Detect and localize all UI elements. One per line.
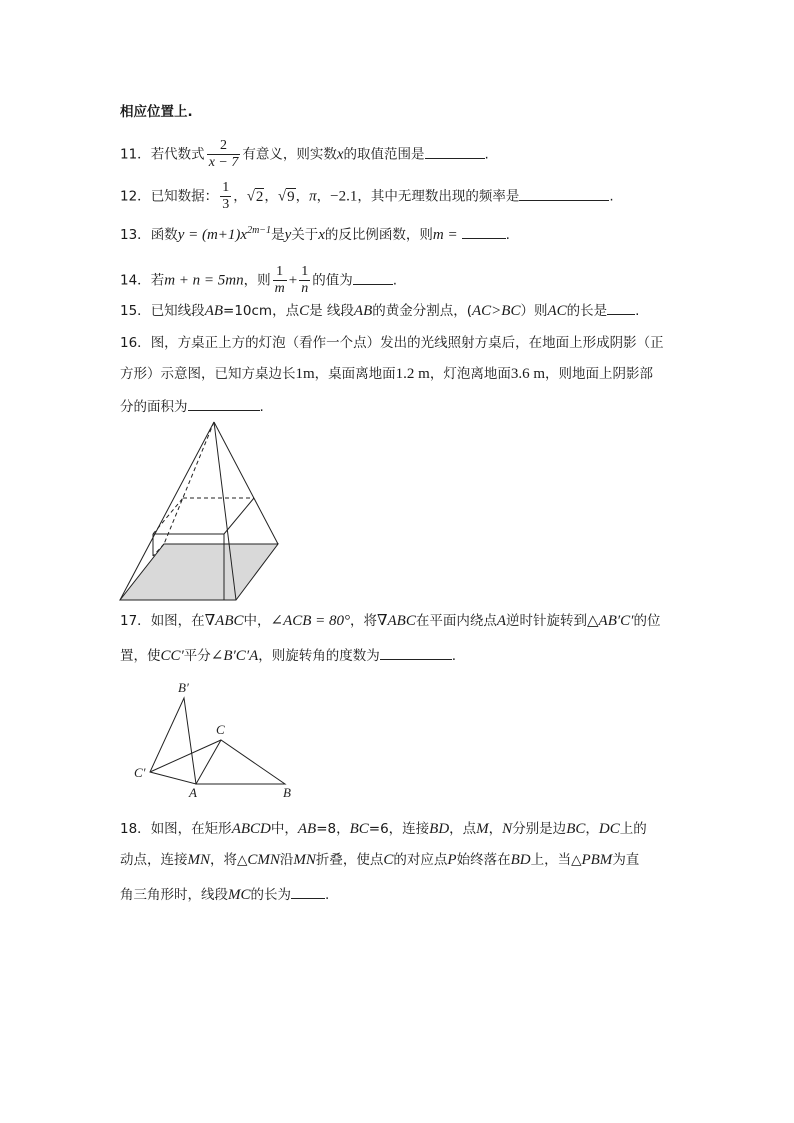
question-text: 动点，连接 <box>120 852 188 868</box>
question-text: =10cm，点 <box>223 303 300 319</box>
question-text: 的值为 <box>312 272 353 289</box>
question-number: 15． <box>120 303 151 319</box>
fraction-numerator: 1 <box>273 264 287 281</box>
segment-label: BC <box>349 821 369 837</box>
question-number: 16． <box>120 335 151 351</box>
question-text: 的黄金分割点，( <box>372 303 473 319</box>
answer-blank[interactable] <box>425 144 485 159</box>
segment-label: AB <box>297 821 317 837</box>
period: . <box>609 188 614 205</box>
label-c: C <box>216 722 225 737</box>
pyramid-figure <box>116 420 284 602</box>
question-number: 13． <box>120 227 151 243</box>
segment-label: AB <box>204 303 224 319</box>
function-expression <box>178 227 271 243</box>
triangle-label: CMN <box>247 852 280 868</box>
question-number: 11． <box>120 146 151 163</box>
segment-label: DC <box>598 821 620 837</box>
point-label: N <box>502 821 513 837</box>
question-text: ，则地面上阴影部 <box>545 366 654 382</box>
question-text: =8， <box>316 821 350 837</box>
question-text: 上的 <box>619 821 647 837</box>
comma: ， <box>264 188 278 205</box>
label-b: B <box>283 785 291 800</box>
segment-label: BD <box>510 852 531 868</box>
variable: m = <box>432 227 458 243</box>
answer-blank[interactable] <box>519 186 609 201</box>
exponent: 2m−1 <box>247 225 272 236</box>
angle-expression: ∠ACB = 80° <box>270 613 351 629</box>
variable: x <box>336 146 344 163</box>
question-text: 中， <box>243 613 271 629</box>
period: . <box>325 887 330 903</box>
triangle-abc <box>196 740 285 784</box>
segment-label: CC′ <box>160 648 184 664</box>
fraction-numerator: 1 <box>222 180 230 195</box>
fraction-denominator: 3 <box>222 197 230 212</box>
question-text: 是 线段 <box>309 303 354 319</box>
angle-expression: ∠B′C′A <box>210 648 259 664</box>
question-number: 14． <box>120 272 151 289</box>
question-text: 若代数式 <box>150 146 205 163</box>
square-root: √9 <box>277 188 295 205</box>
segment-label: MC <box>228 887 251 903</box>
question-16-line-3 <box>120 396 264 416</box>
fraction <box>299 264 310 297</box>
question-13 <box>120 222 510 244</box>
question-text: ，桌面离地面 <box>314 366 396 382</box>
label-a: A <box>189 785 197 800</box>
shape-label: ABCD <box>231 821 271 837</box>
question-text: ）则 <box>520 303 548 319</box>
label-c-prime: C′ <box>134 765 146 780</box>
square-root: √2 <box>246 188 264 205</box>
segment-label: BD <box>429 821 450 837</box>
question-text: 中， <box>270 821 298 837</box>
measurement: 1.2 m <box>395 366 430 382</box>
answer-blank[interactable] <box>380 645 452 660</box>
triangle-ab1c1 <box>150 698 196 784</box>
shadow-square <box>120 544 278 600</box>
fraction-denominator: m <box>274 281 285 296</box>
question-15 <box>120 300 639 320</box>
question-number: 12． <box>120 188 151 205</box>
question-text: ，将 <box>350 613 378 629</box>
question-18-line-2 <box>120 851 639 869</box>
question-text: 为直 <box>612 852 640 868</box>
question-text: 逆时针旋转到 <box>506 613 588 629</box>
edge-hidden <box>164 422 214 544</box>
question-18-line-1 <box>120 820 647 838</box>
point-label: C <box>383 852 394 868</box>
point-label: C <box>299 303 310 319</box>
number: −2.1 <box>330 188 358 205</box>
question-text: 分别是边 <box>512 821 567 837</box>
table-edge <box>224 498 254 534</box>
question-17-line-1 <box>120 612 660 630</box>
answer-blank[interactable] <box>607 300 635 315</box>
question-11 <box>120 138 489 171</box>
question-text: ， <box>488 821 503 837</box>
radicand: 2 <box>255 188 264 205</box>
question-text: 在平面内绕点 <box>415 613 497 629</box>
question-text: ，点 <box>449 821 477 837</box>
question-text: 的取值范围是 <box>343 146 425 163</box>
period: . <box>484 146 489 163</box>
triangle-label: PBM <box>581 852 613 868</box>
comma: ， <box>316 188 331 205</box>
condition: AC>BC <box>472 303 521 319</box>
fraction-denominator: n <box>301 281 309 296</box>
question-17-line-2 <box>120 645 456 665</box>
fraction <box>220 180 231 213</box>
question-text: ，则 <box>243 272 271 289</box>
triangle-label: ∇ABC <box>204 613 244 629</box>
segment-label: BC <box>566 821 586 837</box>
question-text: 置，使 <box>120 648 161 664</box>
segment-label: MN <box>293 852 316 868</box>
plus-sign: + <box>288 272 298 289</box>
point-label: P <box>447 852 457 868</box>
period: . <box>392 272 397 289</box>
question-text: 的反比例函数，则 <box>324 227 433 243</box>
question-text: 函数 <box>150 227 178 243</box>
question-text: 沿 <box>279 852 294 868</box>
comma: ， <box>295 188 310 205</box>
question-text: 若 <box>150 272 165 289</box>
question-text: ，则旋转角的度数为 <box>258 648 380 664</box>
point-label: A <box>496 613 507 629</box>
question-18-line-3 <box>120 884 329 904</box>
question-text: 折叠，使点 <box>315 852 384 868</box>
fraction <box>207 138 241 171</box>
question-text: 已知线段 <box>150 303 205 319</box>
period: . <box>259 399 264 415</box>
answer-blank[interactable] <box>188 396 260 411</box>
question-text: 的位 <box>633 613 661 629</box>
question-16-line-2 <box>120 365 653 383</box>
question-text: 始终落在 <box>456 852 511 868</box>
measurement: 3.6 m <box>510 366 546 382</box>
question-text: ，灯泡离地面 <box>429 366 511 382</box>
question-12 <box>120 180 614 213</box>
question-text: =6，连接 <box>368 821 430 837</box>
pi-symbol: π <box>309 188 317 205</box>
question-text: 关于 <box>291 227 319 243</box>
question-text: 如图，在矩形 <box>150 821 232 837</box>
question-text: 分的面积为 <box>120 399 188 415</box>
fraction-numerator: 2 <box>207 138 241 155</box>
radicand: 9 <box>287 188 295 205</box>
segment-cc1 <box>150 740 221 772</box>
question-text: 的对应点 <box>393 852 448 868</box>
segment-label: MN <box>187 852 210 868</box>
variable: x <box>318 227 325 243</box>
question-text: 有意义，则实数 <box>242 146 337 163</box>
question-text: ，其中无理数出现的频率是 <box>357 188 520 205</box>
fraction-numerator: 1 <box>301 264 309 279</box>
fraction-denominator: x − 7 <box>208 155 239 170</box>
table-edge-hidden <box>153 498 183 534</box>
period: . <box>635 303 640 319</box>
question-text: 上，当△ <box>530 852 582 868</box>
comma: ， <box>233 188 247 205</box>
variable: y <box>284 227 292 243</box>
question-text: 图，方桌正上方的灯泡（看作一个点）发出的光线照射方桌后，在地面上形成阴影（正 <box>150 335 664 351</box>
question-text: 平分 <box>183 648 211 664</box>
question-number: 18． <box>120 821 151 837</box>
question-text: 如图，在 <box>150 613 205 629</box>
question-text: 的长是 <box>566 303 608 319</box>
segment-label: AC <box>547 303 567 319</box>
fraction <box>273 264 287 297</box>
section-header: 相应位置上. <box>120 104 193 120</box>
rotation-figure <box>128 678 300 800</box>
equation: m + n = 5mn <box>164 272 244 289</box>
question-text: 方形）示意图，已知方桌边长 <box>120 366 296 382</box>
segment-label: AB <box>353 303 373 319</box>
period: . <box>451 648 457 664</box>
question-number: 17． <box>120 613 151 629</box>
question-text: 是 <box>271 227 285 243</box>
question-text: 的长为 <box>250 887 291 903</box>
edge <box>214 422 278 544</box>
period: . <box>505 227 510 243</box>
expression-base: y = (m+1)x <box>177 227 248 243</box>
answer-blank[interactable] <box>462 224 506 239</box>
question-14 <box>120 264 397 297</box>
question-text: 已知数据： <box>150 188 219 205</box>
measurement: 1m <box>295 366 315 382</box>
label-b-prime: B′ <box>178 680 189 695</box>
question-text: ，将△ <box>210 852 248 868</box>
question-text: 角三角形时，线段 <box>120 887 228 903</box>
triangle-label: ∇ABC <box>377 613 416 629</box>
question-16-line-1 <box>120 334 664 352</box>
triangle-label: △AB′C′ <box>587 613 634 629</box>
question-text: ， <box>585 821 599 837</box>
answer-blank[interactable] <box>291 884 325 899</box>
point-label: M <box>476 821 489 837</box>
answer-blank[interactable] <box>353 270 393 285</box>
